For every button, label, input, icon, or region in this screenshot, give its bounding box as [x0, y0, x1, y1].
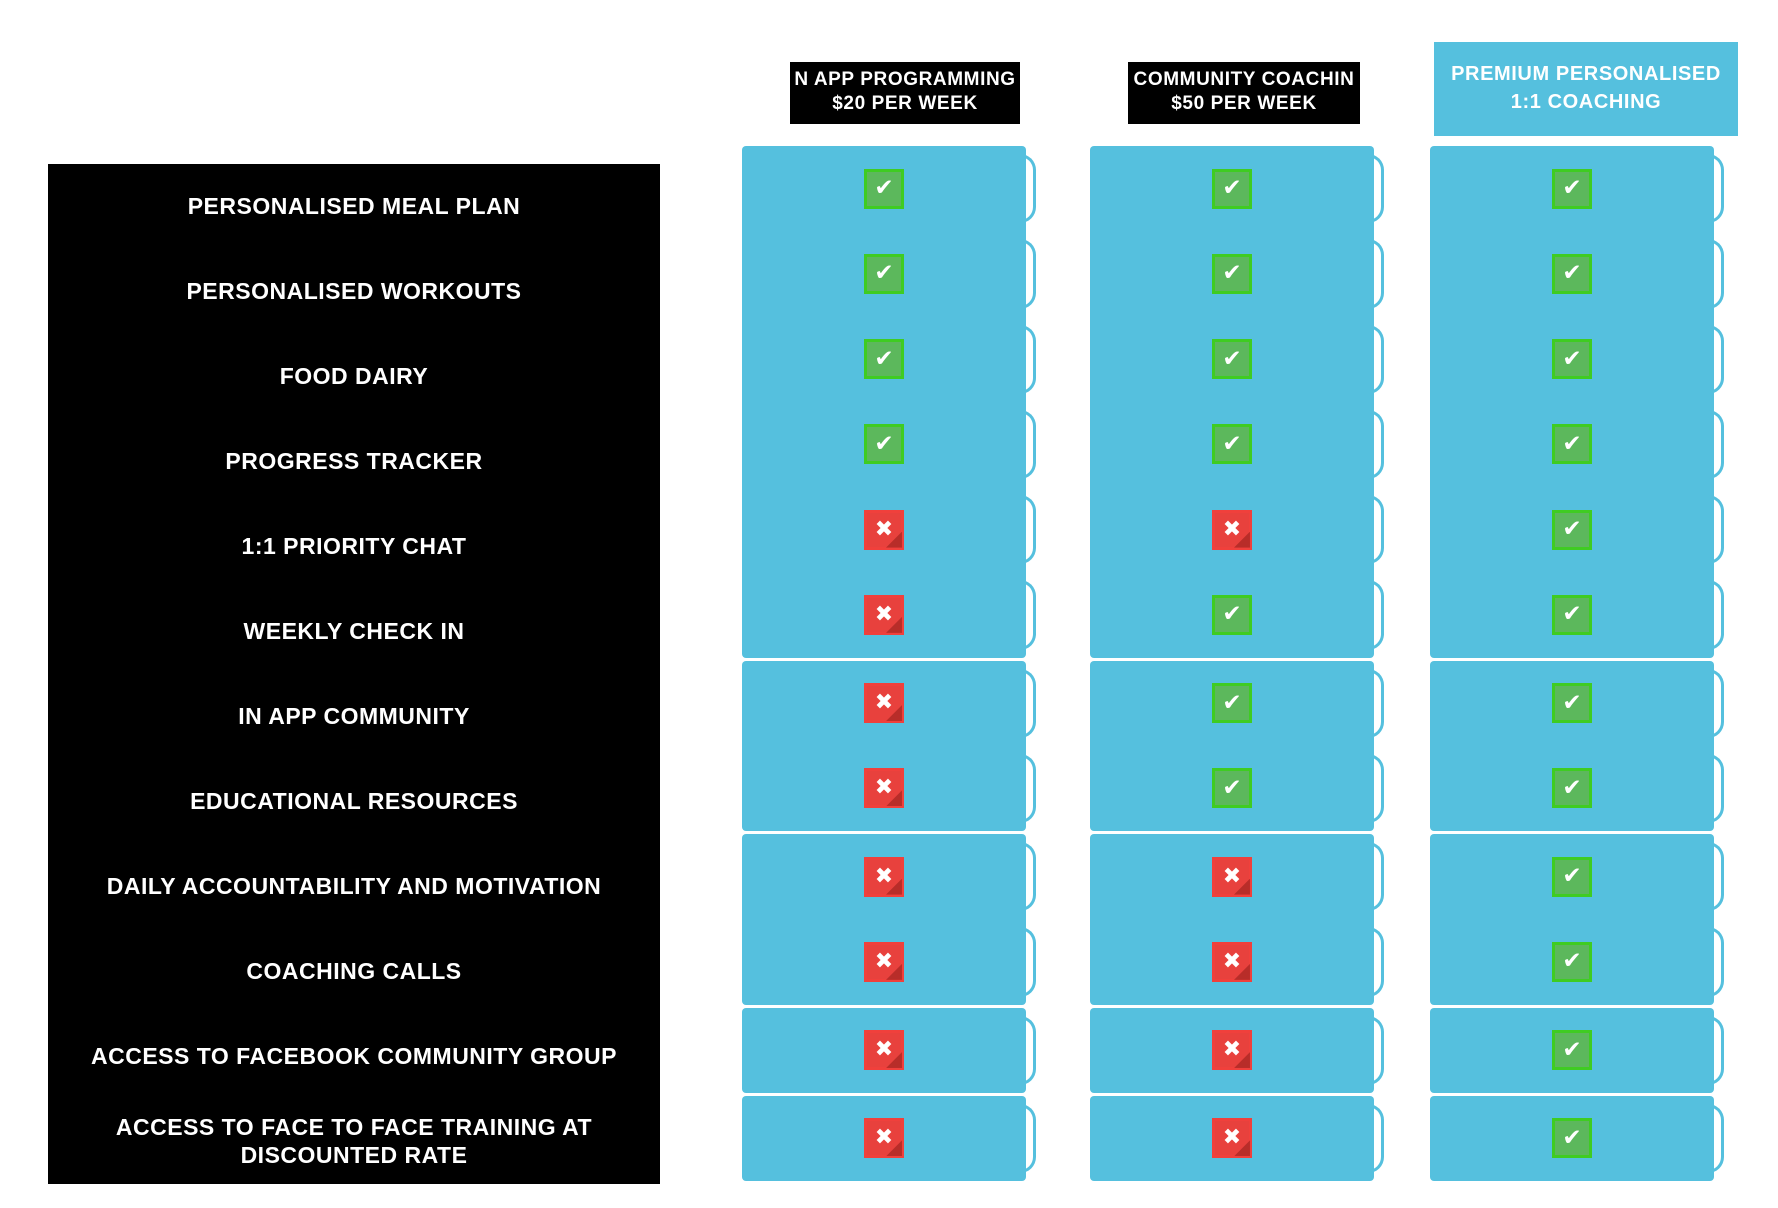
comparison-cell [1090, 487, 1374, 572]
cross-icon [864, 683, 904, 723]
comparison-cell [742, 1008, 1026, 1093]
icon-glyph: ✔ [1562, 601, 1582, 628]
check-icon [1212, 683, 1252, 723]
cell-group [1430, 834, 1714, 1005]
comparison-cell [742, 919, 1026, 1004]
comparison-cell [1430, 834, 1714, 919]
check-icon [1552, 424, 1592, 464]
cell-group [1090, 146, 1374, 658]
comparison-column-premium-personalised [1430, 146, 1714, 1184]
icon-glyph: ✔ [1222, 689, 1242, 716]
comparison-cell [1090, 746, 1374, 831]
comparison-cell [742, 661, 1026, 746]
check-icon [1212, 424, 1252, 464]
cell-group [1090, 661, 1374, 832]
feature-row: 1:1 PRIORITY CHAT [241, 532, 467, 559]
comparison-cell [1090, 317, 1374, 402]
icon-glyph: ✔ [874, 260, 894, 287]
cross-icon [864, 1118, 904, 1158]
check-icon [864, 424, 904, 464]
feature-row: IN APP COMMUNITY [238, 702, 470, 729]
feature-row: ACCESS TO FACE TO FACE TRAINING AT DISCOUNTED RATE [115, 1114, 593, 1168]
comparison-cell [742, 402, 1026, 487]
cell-group [742, 1008, 1026, 1093]
column-header-title: PREMIUM PERSONALISED [1451, 63, 1721, 85]
comparison-cell [1090, 1008, 1374, 1093]
icon-glyph: ✔ [874, 175, 894, 202]
comparison-cell [1090, 146, 1374, 231]
check-icon [1552, 510, 1592, 550]
icon-glyph: ✔ [874, 430, 894, 457]
check-icon [1212, 595, 1252, 635]
icon-glyph: ✔ [1562, 516, 1582, 543]
check-icon [1552, 768, 1592, 808]
comparison-cell [1430, 402, 1714, 487]
feature-row: COACHING CALLS [246, 957, 462, 984]
column-header-subtitle: 1:1 COACHING [1510, 91, 1662, 113]
cross-icon [1212, 1030, 1252, 1070]
icon-glyph: ✖ [1222, 1125, 1242, 1151]
icon-glyph: ✔ [1222, 175, 1242, 202]
cross-icon [1212, 1118, 1252, 1158]
comparison-cell [742, 1096, 1026, 1181]
icon-glyph: ✔ [1562, 430, 1582, 457]
check-icon [1552, 595, 1592, 635]
comparison-cell [1430, 661, 1714, 746]
icon-glyph: ✔ [1222, 345, 1242, 372]
icon-glyph: ✖ [874, 690, 894, 716]
cross-icon [1212, 510, 1252, 550]
cross-icon [864, 768, 904, 808]
check-icon [864, 254, 904, 294]
cell-group [742, 146, 1026, 658]
icon-glyph: ✔ [1222, 430, 1242, 457]
cross-icon [864, 510, 904, 550]
column-header-premium-personalised [1434, 42, 1738, 136]
check-icon [1212, 254, 1252, 294]
check-icon [1212, 169, 1252, 209]
column-header-community-coaching [1128, 62, 1360, 124]
comparison-column-community-coaching [1090, 146, 1374, 1184]
comparison-cell [1090, 231, 1374, 316]
icon-glyph: ✖ [874, 775, 894, 801]
icon-glyph: ✖ [1222, 948, 1242, 974]
feature-list [48, 164, 660, 1184]
comparison-cell [1430, 572, 1714, 657]
comparison-cell [1430, 746, 1714, 831]
column-header-price: $20 PER WEEK [832, 92, 978, 114]
comparison-cell [1090, 1096, 1374, 1181]
check-icon [1552, 1118, 1592, 1158]
icon-glyph: ✖ [1222, 863, 1242, 889]
comparison-cell [1430, 231, 1714, 316]
cross-icon [864, 1030, 904, 1070]
check-icon [1552, 254, 1592, 294]
column-header-title: N APP PROGRAMMING [794, 69, 1016, 90]
check-icon [864, 339, 904, 379]
comparison-cell [742, 146, 1026, 231]
feature-row: DAILY ACCOUNTABILITY AND MOTIVATION [106, 872, 602, 899]
comparison-cell [1430, 1096, 1714, 1181]
icon-glyph: ✔ [1222, 601, 1242, 628]
check-icon [1212, 768, 1252, 808]
cell-group [742, 1096, 1026, 1181]
comparison-cell [742, 487, 1026, 572]
comparison-cell [1430, 487, 1714, 572]
icon-glyph: ✔ [1562, 863, 1582, 890]
comparison-cell [1090, 572, 1374, 657]
icon-glyph: ✔ [874, 345, 894, 372]
cell-group [1430, 661, 1714, 832]
comparison-cell [742, 231, 1026, 316]
cell-group [1090, 834, 1374, 1005]
cell-group [1430, 1096, 1714, 1181]
feature-row: PERSONALISED MEAL PLAN [187, 192, 521, 219]
cross-icon [864, 942, 904, 982]
icon-glyph: ✖ [874, 601, 894, 627]
icon-glyph: ✔ [1562, 260, 1582, 287]
check-icon [1552, 942, 1592, 982]
cell-group [1090, 1096, 1374, 1181]
cross-icon [1212, 857, 1252, 897]
comparison-cell [742, 746, 1026, 831]
cross-icon [864, 595, 904, 635]
icon-glyph: ✖ [874, 948, 894, 974]
icon-glyph: ✔ [1562, 948, 1582, 975]
cell-group [1430, 146, 1714, 658]
feature-row: PERSONALISED WORKOUTS [186, 277, 522, 304]
feature-row: ACCESS TO FACEBOOK COMMUNITY GROUP [90, 1042, 618, 1069]
icon-glyph: ✖ [1222, 516, 1242, 542]
cell-group [742, 834, 1026, 1005]
cross-icon [1212, 942, 1252, 982]
check-icon [1552, 339, 1592, 379]
comparison-cell [1430, 317, 1714, 402]
comparison-cell [1090, 834, 1374, 919]
icon-glyph: ✖ [874, 1125, 894, 1151]
icon-glyph: ✖ [874, 863, 894, 889]
icon-glyph: ✔ [1222, 260, 1242, 287]
icon-glyph: ✔ [1562, 345, 1582, 372]
feature-row: FOOD DAIRY [279, 362, 429, 389]
column-header-in-app-programming [790, 62, 1020, 124]
cross-icon [864, 857, 904, 897]
check-icon [1552, 857, 1592, 897]
cell-group [742, 661, 1026, 832]
feature-row: EDUCATIONAL RESOURCES [190, 787, 518, 814]
icon-glyph: ✔ [1562, 175, 1582, 202]
icon-glyph: ✔ [1562, 774, 1582, 801]
cell-group [1090, 1008, 1374, 1093]
cell-group [1430, 1008, 1714, 1093]
comparison-cell [1430, 1008, 1714, 1093]
comparison-cell [1090, 402, 1374, 487]
comparison-cell [742, 834, 1026, 919]
column-header-title: COMMUNITY COACHIN [1133, 69, 1355, 90]
comparison-column-in-app-programming [742, 146, 1026, 1184]
icon-glyph: ✔ [1562, 1124, 1582, 1151]
comparison-cell [1090, 919, 1374, 1004]
icon-glyph: ✖ [874, 1037, 894, 1063]
check-icon [1552, 1030, 1592, 1070]
check-icon [1552, 169, 1592, 209]
comparison-cell [742, 572, 1026, 657]
comparison-cell [1090, 661, 1374, 746]
comparison-cell [1430, 146, 1714, 231]
icon-glyph: ✖ [874, 516, 894, 542]
check-icon [1212, 339, 1252, 379]
icon-glyph: ✖ [1222, 1037, 1242, 1063]
feature-row: PROGRESS TRACKER [225, 447, 483, 474]
check-icon [864, 169, 904, 209]
column-header-price: $50 PER WEEK [1171, 92, 1317, 114]
comparison-cell [1430, 919, 1714, 1004]
icon-glyph: ✔ [1562, 1036, 1582, 1063]
feature-row: WEEKLY CHECK IN [243, 617, 465, 644]
check-icon [1552, 683, 1592, 723]
icon-glyph: ✔ [1562, 689, 1582, 716]
icon-glyph: ✔ [1222, 774, 1242, 801]
comparison-cell [742, 317, 1026, 402]
